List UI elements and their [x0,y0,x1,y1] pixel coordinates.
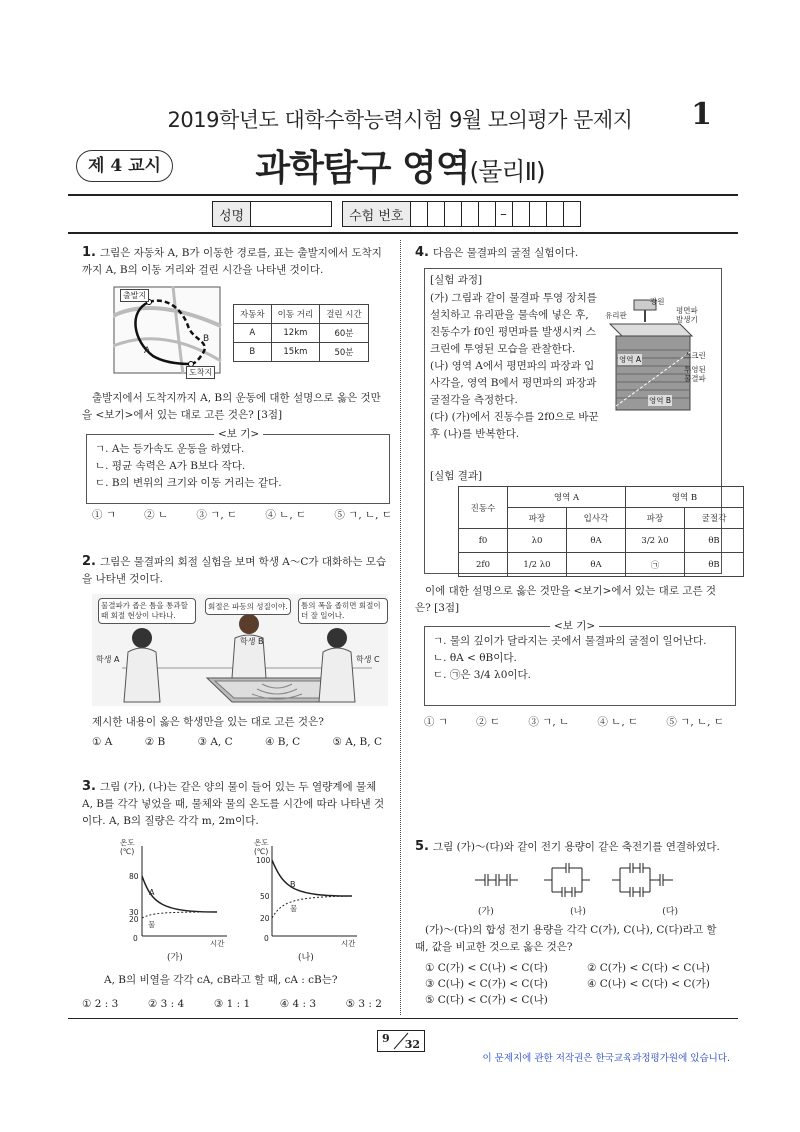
choice-1[interactable]: ① 2 : 3 [82,998,119,1010]
q4-bogi-title: <보 기> [550,618,599,633]
q2-choices [92,736,382,748]
choice-3[interactable]: ③ ㄱ, ㄴ [528,716,570,728]
q4-prompt: 이에 대한 설명으로 옳은 것만을 <보기>에서 있는 대로 고른 것은? [3점] [415,585,717,614]
choice-1[interactable]: ① C(가) < C(나) < C(다) [425,962,548,974]
exam-no-digit[interactable] [427,202,444,227]
choice-5[interactable]: ⑤ ㄱ, ㄴ, ㄷ [334,509,392,521]
table-cell: ㉠ [626,553,685,577]
table-cell: 60분 [320,324,369,343]
choice-5[interactable]: ⑤ C(다) < C(가) < C(나) [425,994,548,1006]
table-cell: θA [567,553,626,577]
bogi-item: ㄱ. 물의 깊이가 달라지는 곳에서 물결파의 굴절이 일어난다. [433,635,707,647]
map-start-label: 출발지 [120,289,149,302]
q5-prompt: (가)～(다)의 합성 전기 용량을 각각 C(가), C(나), C(다)라고 할 때, 값을 비교한 것으로 옳은 것은? [415,924,717,953]
procedure-step: (나) 영역 A에서 평면파의 파장과 입사각을, 영역 B에서 평면파의 파장과 굴절각을 측정한다. [430,360,597,406]
exam-no-digit[interactable] [563,202,580,227]
choice-1[interactable]: ① ㄱ [92,509,116,521]
page-current: 9 [382,1032,390,1045]
procedure-step: (다) (가)에서 진동수를 2f0으로 바꾼 후 (나)를 반복한다. [430,411,599,440]
bogi-item: ㄴ. θA < θB이다. [433,652,517,664]
q2-prompt: 제시한 내용이 옳은 학생만을 있는 대로 고른 것은? [92,716,324,728]
table-header: 영역 A [508,487,626,508]
subject-main: 과학탐구 영역 [255,148,470,189]
na-tick: 20 [260,914,270,923]
procedure-step: (가) 그림과 같이 물결파 투영 장치를 설치하고 유리판을 물속에 넣은 후, 진동수가 f0인 평면파를 발생시켜 스크린에 투영된 모습을 관찰한다. [430,292,597,355]
ga-ylabel: 온도 (℃) [120,838,135,856]
choice-2[interactable]: ② C(가) < C(다) < C(나) [587,962,710,974]
table-header: 자동차 [234,305,272,324]
table-cell: θB [685,553,744,577]
header-rule [68,194,738,196]
choice-5[interactable]: ⑤ A, B, C [332,736,382,748]
table-cell: A [234,324,272,343]
table-header: 입사각 [567,508,626,529]
choice-3[interactable]: ③ A, C [197,736,233,748]
exam-no-digit[interactable] [478,202,495,227]
na-tick: 50 [260,892,270,901]
choice-2[interactable]: ② B [144,736,166,748]
table-cell: θA [567,529,626,553]
table-header: 영역 B [626,487,744,508]
choice-4[interactable]: ④ B, C [264,736,301,748]
table-cell: B [234,343,272,362]
ga-tick: 80 [129,872,139,881]
fig-generator-label: 평면파 발생기 [676,306,698,324]
table-cell: 50분 [320,343,369,362]
na-water-label: 물 [290,904,298,913]
table-cell: 3/2 λ0 [626,529,685,553]
q1-table [233,304,369,362]
na-obj-label: B [290,880,296,889]
subject-title [0,140,800,191]
table-header: 진동수 [459,487,508,529]
q4-bogi-box [424,626,736,706]
question-2 [82,553,388,588]
bogi-item: ㄴ. 평균 속력은 A가 B보다 작다. [95,460,246,472]
bogi-item: ㄱ. A는 등가속도 운동을 하였다. [95,443,245,455]
name-label: 성명 [213,202,251,227]
ga-tick: 30 [129,908,139,917]
exam-title: 2019학년도 대학수학능력시험 9월 모의평가 문제지 [167,108,633,132]
choice-3[interactable]: ③ C(나) < C(가) < C(다) [425,978,548,990]
page-counter [377,1030,425,1052]
fig-light-label: 광원 [650,297,665,306]
q4-choices [424,714,724,729]
ga-obj-label: A [149,888,155,897]
fig-projected-label: 투영된 물결파 [684,365,706,383]
choice-3[interactable]: ③ ㄱ, ㄷ [196,509,238,521]
table-header: 파장 [626,508,685,529]
na-caption: (나) [298,953,314,963]
fig-screen-label: 스크린 [684,351,706,360]
question-text: 그림 (가), (나)는 같은 양의 물이 들어 있는 두 열량계에 물체 A, B를 각각 넣었을 때, 물체와 물의 온도를 시간에 따라 나타낸 것이다. A, B의 질량은 각각 m, 2m이다. [82,781,385,827]
copyright-notice: 이 문제지에 관한 저작권은 한국교육과정평가원에 있습니다. [482,1053,730,1064]
graph-na [272,846,357,936]
exam-no-label: 수험 번호 [343,202,410,227]
proc-title: [실험 과정] [430,274,483,286]
choice-4[interactable]: ④ 4 : 3 [279,998,317,1010]
q1-bogi-box [86,434,390,504]
bubble-student-c: 틈의 폭을 좁히면 회절이 더 잘 일어나. [298,598,388,624]
ga-tick: 20 [129,915,139,924]
na-tick: 0 [264,934,269,943]
circuit-captions [478,904,678,917]
na-ylabel: 온도 (℃) [254,838,269,856]
result-title: [실험 결과] [430,470,483,482]
choice-3[interactable]: ③ 1 : 1 [213,998,251,1010]
choice-2[interactable]: ② 3 : 4 [147,998,185,1010]
table-cell: 2f0 [459,553,508,577]
label-student-b: 학생 B [240,637,264,646]
question-1 [82,244,388,279]
question-5 [415,838,730,856]
curve-water [272,896,352,918]
map-label-a: A [144,346,151,356]
ga-tick: 0 [133,934,138,943]
choice-4[interactable]: ④ C(나) < C(다) < C(가) [587,978,710,990]
question-3 [82,778,388,830]
table-cell: 1/2 λ0 [508,553,567,577]
identity-box [212,201,581,227]
ga-xlabel: 시간 [210,939,225,948]
choice-4[interactable]: ④ ㄴ, ㄷ [265,509,307,521]
label-student-c: 학생 C [356,655,380,664]
choice-1[interactable]: ① ㄱ [424,716,448,728]
choice-4[interactable]: ④ ㄴ, ㄷ [597,716,639,728]
table-header: 걸린 시간 [320,305,369,324]
question-number: 3. [82,779,96,794]
ga-water-label: 물 [148,920,156,929]
subject-sub: (물리Ⅱ) [469,157,545,186]
caption-ga: (가) [478,907,494,917]
na-xlabel: 시간 [341,939,356,948]
map-label-b: B [203,334,210,344]
question-number: 5. [415,839,429,854]
table-cell: 15km [271,343,320,362]
bubble-student-b: 회절은 파동의 성질이야. [205,598,291,615]
exam-no-digit[interactable] [529,202,546,227]
table-header: 이동 거리 [271,305,320,324]
footer-rule [68,1018,738,1019]
q1-choices [92,507,392,522]
fig-region-b: 영역 B [649,396,672,405]
bubble-student-a: 물결파가 좁은 틈을 통과할 때 회절 현상이 나타나. [98,598,196,624]
page-number: 1 [691,97,712,132]
table-cell: 12km [271,324,320,343]
table-cell: θB [685,529,744,553]
exam-no-digit[interactable] [410,202,427,227]
fig-region-a: 영역 A [619,355,642,364]
capacitor-circuits [470,860,710,900]
caption-na: (나) [570,907,586,917]
bogi-item: ㄷ. B의 변위의 크기와 이동 거리는 같다. [95,477,282,489]
fig-glass-label: 유리판 [605,311,627,320]
choice-2[interactable]: ② ㄴ [144,509,169,521]
bogi-item: ㄷ. ㉠은 3/4 λ0이다. [433,669,531,681]
table-cell: λ0 [508,529,567,553]
name-field[interactable] [251,202,332,227]
label-student-a: 학생 A [96,655,120,664]
question-number: 1. [82,245,96,260]
choice-5[interactable]: ⑤ ㄱ, ㄴ, ㄷ [666,716,724,728]
question-text: 그림은 물결파의 회절 실험을 보며 학생 A～C가 대화하는 모습을 나타낸 것이다. [82,556,387,585]
choice-1[interactable]: ① A [92,736,113,748]
question-number: 2. [82,554,96,569]
q3-prompt: A, B의 비열을 각각 cA, cB라고 할 때, cA : cB는? [104,974,338,986]
table-cell: f0 [459,529,508,553]
page-total: 32 [404,1038,420,1051]
table-header: 굴절각 [685,508,744,529]
question-4 [415,244,725,262]
procedure-list [430,290,600,443]
question-number: 4. [415,245,429,260]
q1-prompt: 출발지에서 도착지까지 A, B의 운동에 대한 설명으로 옳은 것만을 <보기>에서 있는 대로 고른 것은? [3점] [82,392,381,421]
curve-b [272,860,352,896]
choice-5[interactable]: ⑤ 3 : 2 [345,998,382,1010]
na-tick: 100 [256,856,271,865]
caption-da: (다) [662,907,678,917]
exam-no-digit[interactable] [444,202,461,227]
exam-no-dash: – [495,202,512,227]
question-text: 그림 (가)～(다)와 같이 전기 용량이 같은 축전기를 연결하였다. [432,841,720,853]
q3-choices [82,998,382,1010]
period-badge: 제 4 교시 [76,150,173,182]
curve-water [142,912,217,918]
question-text: 다음은 물결파의 굴절 실험이다. [432,247,579,259]
question-text: 그림은 자동차 A, B가 이동한 경로를, 표는 출발지에서 도착지까지 A, B의 이동 거리와 걸린 시간을 나타낸 것이다. [82,247,382,276]
ga-caption: (가) [167,953,183,963]
map-end-label: 도착지 [186,366,215,379]
exam-no-digit[interactable] [546,202,563,227]
exam-no-digit[interactable] [512,202,529,227]
exam-no-digit[interactable] [461,202,478,227]
q5-choices [425,960,725,1008]
choice-2[interactable]: ② ㄷ [476,716,501,728]
table-header: 파장 [508,508,567,529]
header-rule-bottom [68,232,738,234]
result-table [458,486,744,577]
q1-bogi-title: <보 기> [214,426,263,441]
